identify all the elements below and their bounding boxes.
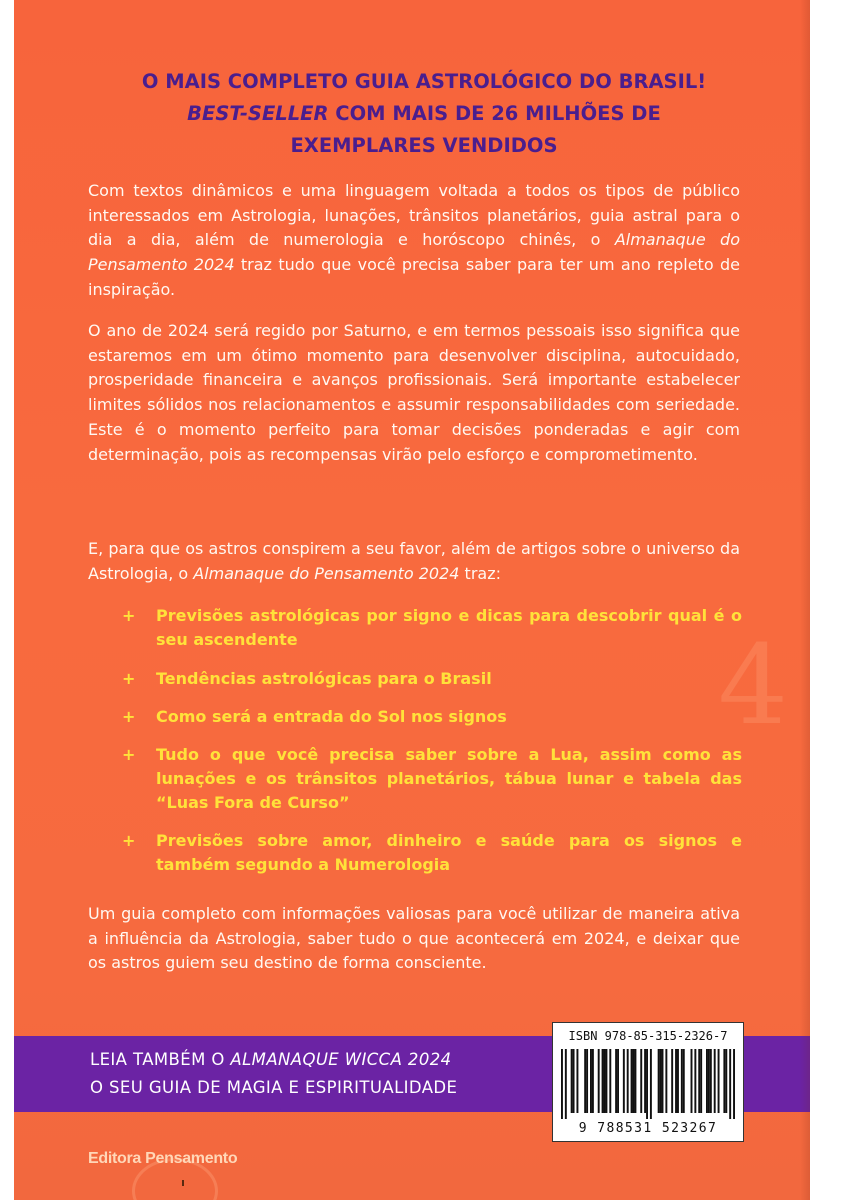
plus-icon: + [122,831,136,850]
promo-book-title: ALMANAQUE WICCA 2024 [230,1050,452,1069]
list-item [122,743,742,815]
headline-line-3: EXEMPLARES VENDIDOS [290,134,558,157]
small-mark [182,1180,184,1186]
plus-icon: + [122,669,136,688]
list-item [122,604,742,652]
promo-line-2: O SEU GUIA DE MAGIA E ESPIRITUALIDADE [90,1078,458,1097]
paragraph-list-intro-after: traz: [459,563,501,583]
paragraph-intro-after: traz tudo que você precisa saber para ter um ano repleto de inspiração. [88,255,740,299]
decorative-numeral: 4 [718,621,788,749]
headline-line-2 [74,98,774,130]
paragraph-intro [88,179,740,303]
barcode-bars [561,1049,735,1119]
barcode-digits: 9 788531 523267 [578,1121,718,1136]
list-item [122,705,742,729]
plus-icon: + [122,606,136,625]
paragraph-list-intro [88,537,740,586]
paragraph-intro-before: Com textos dinâmicos e uma linguagem voltada a todos os tipos de público interessados em Astrologia, lunações, trânsitos planetários, guia astral para o dia a dia, além de numerologia e horóscopo chinês, o [88,181,740,250]
headline-line-2-rest: COM MAIS DE 26 MILHÕES DE [328,102,661,125]
list-item [122,667,742,691]
book-title: Almanaque do Pensamento 2024 [193,563,460,583]
paragraph-saturn: O ano de 2024 será regido por Saturno, e em termos pessoais isso significa que estaremos em um ótimo momento para desenvolver disciplina, autocuidado, prosperidade financeira e avanços profissionais. Será importante estabelecer limites sólidos nos relacionamentos e assumir responsabilidades com seriedade. Este é o momento perfeito para tomar decisões ponderadas e agir com determinação, pois as recompensas virão pelo esforço e comprometimento. [88,321,740,464]
features-list [122,604,742,877]
plus-icon: + [122,745,136,764]
headline-bestseller: BEST-SELLER [187,102,329,125]
list-item-text: Tendências astrológicas para o Brasil [156,669,492,688]
headline [74,66,774,162]
paragraph-list-intro-before: E, para que os astros conspirem a seu favor, além de artigos sobre o universo da Astrologia, o [88,539,740,583]
promo-line-1 [90,1050,452,1069]
back-cover [14,0,810,1200]
isbn-barcode [552,1022,744,1142]
isbn-label: ISBN 978-85-315-2326-7 [568,1029,728,1043]
paragraph-closing: Um guia completo com informações valiosas para você utilizar de maneira ativa a influência da Astrologia, saber tudo o que acontecerá em 2024, e deixar que os astros guiem seu destino de forma consciente. [88,904,740,973]
list-item-text: Previsões sobre amor, dinheiro e saúde para os signos e também segundo a Numerologia [156,831,742,874]
headline-line-1: O MAIS COMPLETO GUIA ASTROLÓGICO DO BRASIL! [141,70,707,93]
promo-line-1-before: LEIA TAMBÉM O [90,1050,231,1069]
list-item-text: Como será a entrada do Sol nos signos [156,707,507,726]
plus-icon: + [122,707,136,726]
list-item [122,829,742,877]
book-title: Almanaque do Pensamento 2024 [88,230,741,275]
list-item-text: Tudo o que você precisa saber sobre a Lua, assim como as lunações e os trânsitos planetários, tábua lunar e tabela das “Luas Fora de Curso” [156,745,742,812]
publisher-logo: Editora Pensamento [88,1150,238,1167]
list-item-text: Previsões astrológicas por signo e dicas para descobrir qual é o seu ascendente [156,606,742,649]
